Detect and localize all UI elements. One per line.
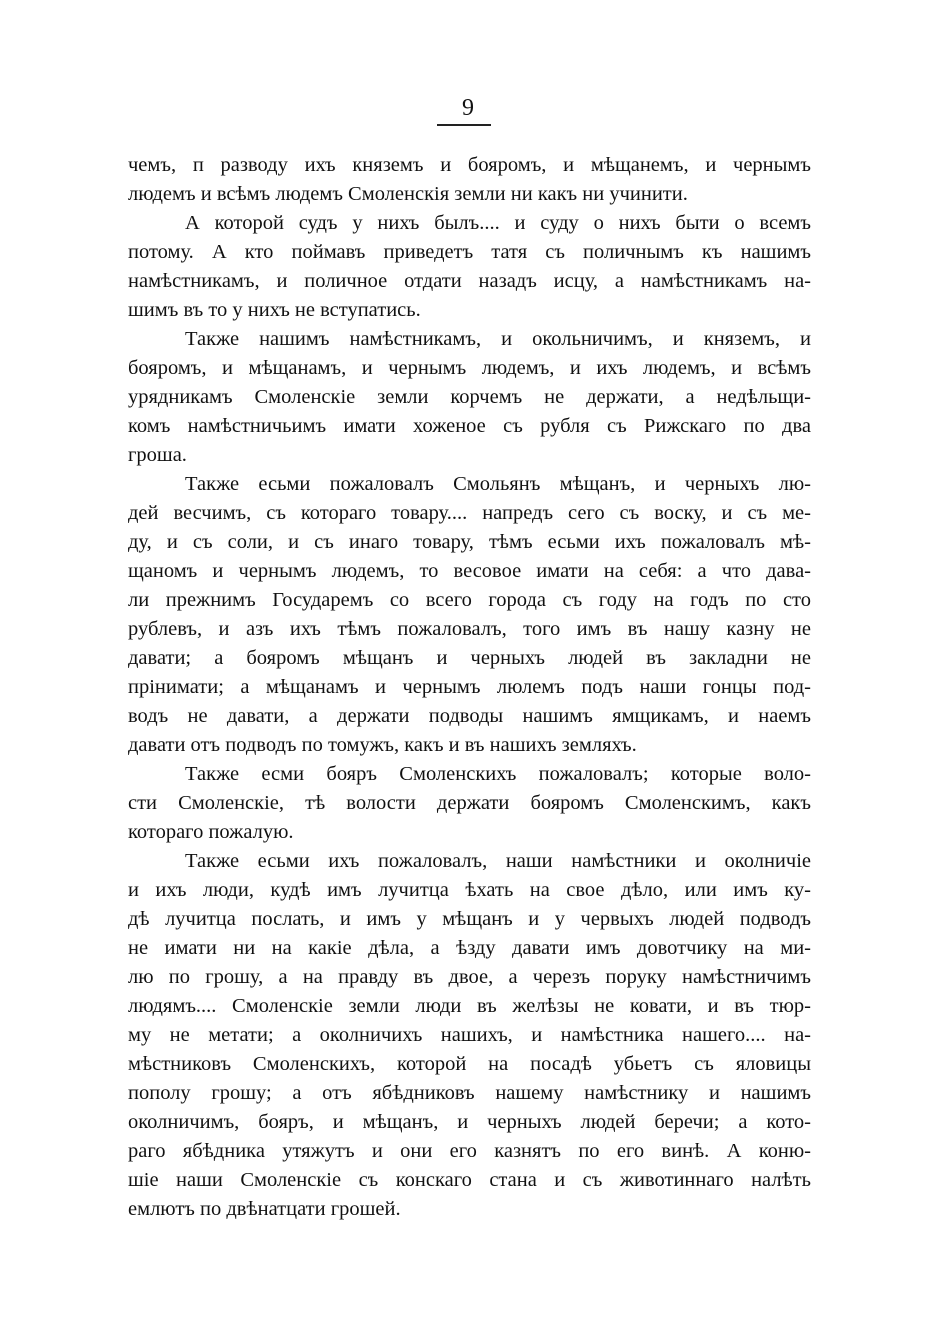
- text-line: Также есьми ихъ пожаловалъ, наши намѣстники и околничіе: [185, 850, 811, 872]
- text-line: Также нашимъ намѣстникамъ, и окольничимъ, и княземъ, и: [185, 328, 811, 350]
- text-line: давати отъ подводъ по томужъ, какъ и въ нашихъ земляхъ.: [128, 734, 637, 756]
- text-line: лю по грошу, а на правду въ двое, а черезъ поруку намѣстничимъ: [128, 966, 811, 988]
- text-line: Также есми бояръ Смоленскихъ пожаловалъ; которые воло-: [185, 763, 811, 785]
- text-line: емлютъ по двѣнатцати грошей.: [128, 1198, 401, 1220]
- text-line: урядникамъ Смоленскіе земли корчемъ не держати, а недѣльщи-: [128, 386, 811, 408]
- text-line: шимъ въ то у нихъ не вступатись.: [128, 299, 421, 321]
- page-number-rule: [437, 124, 491, 126]
- text-line: потому. А кто поймавъ приведетъ татя съ поличнымъ къ нашимъ: [128, 241, 811, 263]
- text-line: пополу грошу; а отъ ябѣдниковъ нашему намѣстнику и нашимъ: [128, 1082, 811, 1104]
- text-line: прінимати; а мѣщанамъ и чернымъ люлемъ подъ наши гонцы под-: [128, 676, 811, 698]
- text-line: шіе наши Смоленскіе съ конскаго стана и съ животиннаго налѣть: [128, 1169, 811, 1191]
- text-line: му не метати; а околничихъ нашихъ, и намѣстника нашего.... на-: [128, 1024, 811, 1046]
- text-line: рублевъ, и азъ ихъ тѣмъ пожаловалъ, того имъ въ нашу казну не: [128, 618, 811, 640]
- text-line: сти Смоленскіе, тѣ волости держати бояромъ Смоленскимъ, какъ: [128, 792, 811, 814]
- text-line: и ихъ люди, кудѣ имъ лучитца ѣхать на свое дѣло, или имъ ку-: [128, 879, 811, 901]
- text-line: Также есьми пожаловалъ Смольянъ мѣщанъ, и черныхъ лю-: [185, 473, 811, 495]
- text-line: людемъ и всѣмъ людемъ Смоленскія земли ни какъ ни учинити.: [128, 183, 688, 205]
- text-line: ду, и съ соли, и съ инаго товару, тѣмъ есьми ихъ пожаловалъ мѣ-: [128, 531, 811, 553]
- body-text: [128, 151, 811, 1224]
- text-line: гроша.: [128, 444, 187, 466]
- text-line: давати; а бояромъ мѣщанъ и черныхъ людей въ закладни не: [128, 647, 811, 669]
- text-line: щаномъ и чернымъ людемъ, то весовое имати на себя: а что дава-: [128, 560, 811, 582]
- text-line: бояромъ, и мѣщанамъ, и чернымъ людемъ, и ихъ людемъ, и всѣмъ: [128, 357, 811, 379]
- text-line: раго ябѣдника утяжутъ и они его казнятъ по его винѣ. А коню-: [128, 1140, 811, 1162]
- text-line: водъ не давати, а держати подводы нашимъ ямщикамъ, и наемъ: [128, 705, 811, 727]
- text-line: дей весчимъ, съ котораго товару.... напредъ сего съ воску, и съ ме-: [128, 502, 811, 524]
- text-line: котораго пожалую.: [128, 821, 294, 843]
- text-line: ли прежнимъ Государемъ со всего города съ году на годъ по сто: [128, 589, 811, 611]
- text-line: не имати ни на какіе дѣла, а ѣзду давати имъ довотчику на ми-: [128, 937, 811, 959]
- text-line: мѣстниковъ Смоленскихъ, которой на посадѣ убьетъ съ яловицы: [128, 1053, 811, 1075]
- text-line: людямъ.... Смоленскіе земли люди въ желѣзы не ковати, и въ тюр-: [128, 995, 811, 1017]
- text-line: А которой судъ у нихъ былъ.... и суду о нихъ быти о всемъ: [185, 212, 811, 234]
- text-line: дѣ лучитца послать, и имъ у мѣщанъ и у червыхъ людей подводъ: [128, 908, 811, 930]
- text-line: чемъ, п разводу ихъ княземъ и бояромъ, и мѣщанемъ, и чернымъ: [128, 154, 811, 176]
- text-line: околничимъ, бояръ, и мѣщанъ, и черныхъ людей беречи; а кото-: [128, 1111, 811, 1133]
- text-line: комъ намѣстничьимъ имати хоженое съ рубля съ Рижскаго по два: [128, 415, 811, 437]
- text-line: намѣстникамъ, и поличное отдати назадъ исцу, а намѣстникамъ на-: [128, 270, 811, 292]
- page-number: 9: [462, 95, 474, 121]
